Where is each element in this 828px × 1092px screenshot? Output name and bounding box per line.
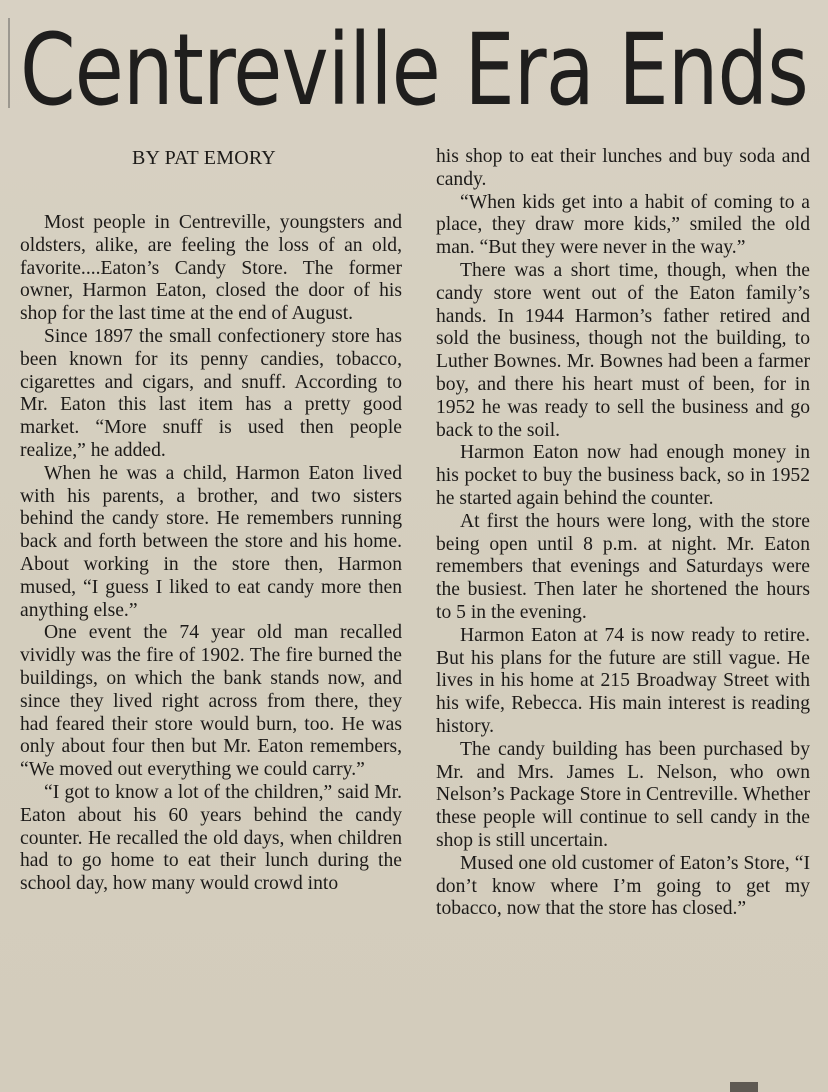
byline: BY PAT EMORY <box>132 147 276 169</box>
right-column <box>436 146 810 921</box>
paragraph: Mused one old customer of Eaton’s Store, “I don’t know where I’m going to get my tobacco, now that the store has closed.” <box>436 852 810 920</box>
paragraph: Harmon Eaton at 74 is now ready to retire. But his plans for the future are still vague. He lives in his home at 215 Broadway Street with his wife, Rebecca. His main interest is reading history. <box>436 624 810 737</box>
paragraph: Since 1897 the small confectionery store has been known for its penny candies, tobacco, cigarettes and cigars, and snuff. According to Mr. Eaton this last item has a pretty good market. “More snuff is used then people realize,” he added. <box>20 325 402 461</box>
print-mark <box>730 1082 758 1092</box>
left-column <box>20 212 402 896</box>
paragraph: “When kids get into a habit of coming to a place, they draw more kids,” smiled the old man. “But they were never in the way.” <box>436 191 810 259</box>
paragraph: Most people in Centreville, youngsters and oldsters, alike, are feeling the loss of an old, favorite....Eaton’s Candy Store. The former owner, Harmon Eaton, closed the door of his shop for the last time at the end of August. <box>20 212 402 325</box>
paragraph: One event the 74 year old man recalled vividly was the fire of 1902. The fire burned the buildings, on which the bank stands now, and since they lived right across from there, they had feared their store would burn, too. He was only about four then but Mr. Eaton remembers, “We moved out everything we could carry.” <box>20 622 402 781</box>
left-column-rule <box>8 18 10 108</box>
paragraph: The candy building has been purchased by Mr. and Mrs. James L. Nelson, who own Nelson’s Package Store in Centreville. Whether these people will continue to sell candy in the shop is still uncertain. <box>436 738 810 851</box>
paragraph: “I got to know a lot of the children,” said Mr. Eaton about his 60 years behind the candy counter. He recalled the old days, when children had to go home to eat their lunch during the school day, how many would crowd into <box>20 781 402 895</box>
paragraph: his shop to eat their lunches and buy soda and candy. <box>436 146 810 190</box>
paragraph: At first the hours were long, with the store being open until 8 p.m. at night. Mr. Eaton remembers that evenings and Saturdays were the busiest. Then later he shortened the hours to 5 in the evening. <box>436 510 810 623</box>
headline: Centreville Era Ends <box>20 12 808 128</box>
paragraph: When he was a child, Harmon Eaton lived with his parents, a brother, and two sisters behind the candy store. He remembers running back and forth between the store and his home. About working in the store then, Harmon mused, “I guess I liked to eat candy more then anything else.” <box>20 462 402 621</box>
paragraph: Harmon Eaton now had enough money in his pocket to buy the business back, so in 1952 he started again behind the counter. <box>436 442 810 509</box>
paragraph: There was a short time, though, when the candy store went out of the Eaton family’s hands. In 1944 Harmon’s father retired and sold the business, though not the building, to Luther Bownes. Mr. Bownes had been a farmer boy, and there his heart must of been, for in 1952 he was ready to sell the business and go back to the soil. <box>436 259 810 441</box>
